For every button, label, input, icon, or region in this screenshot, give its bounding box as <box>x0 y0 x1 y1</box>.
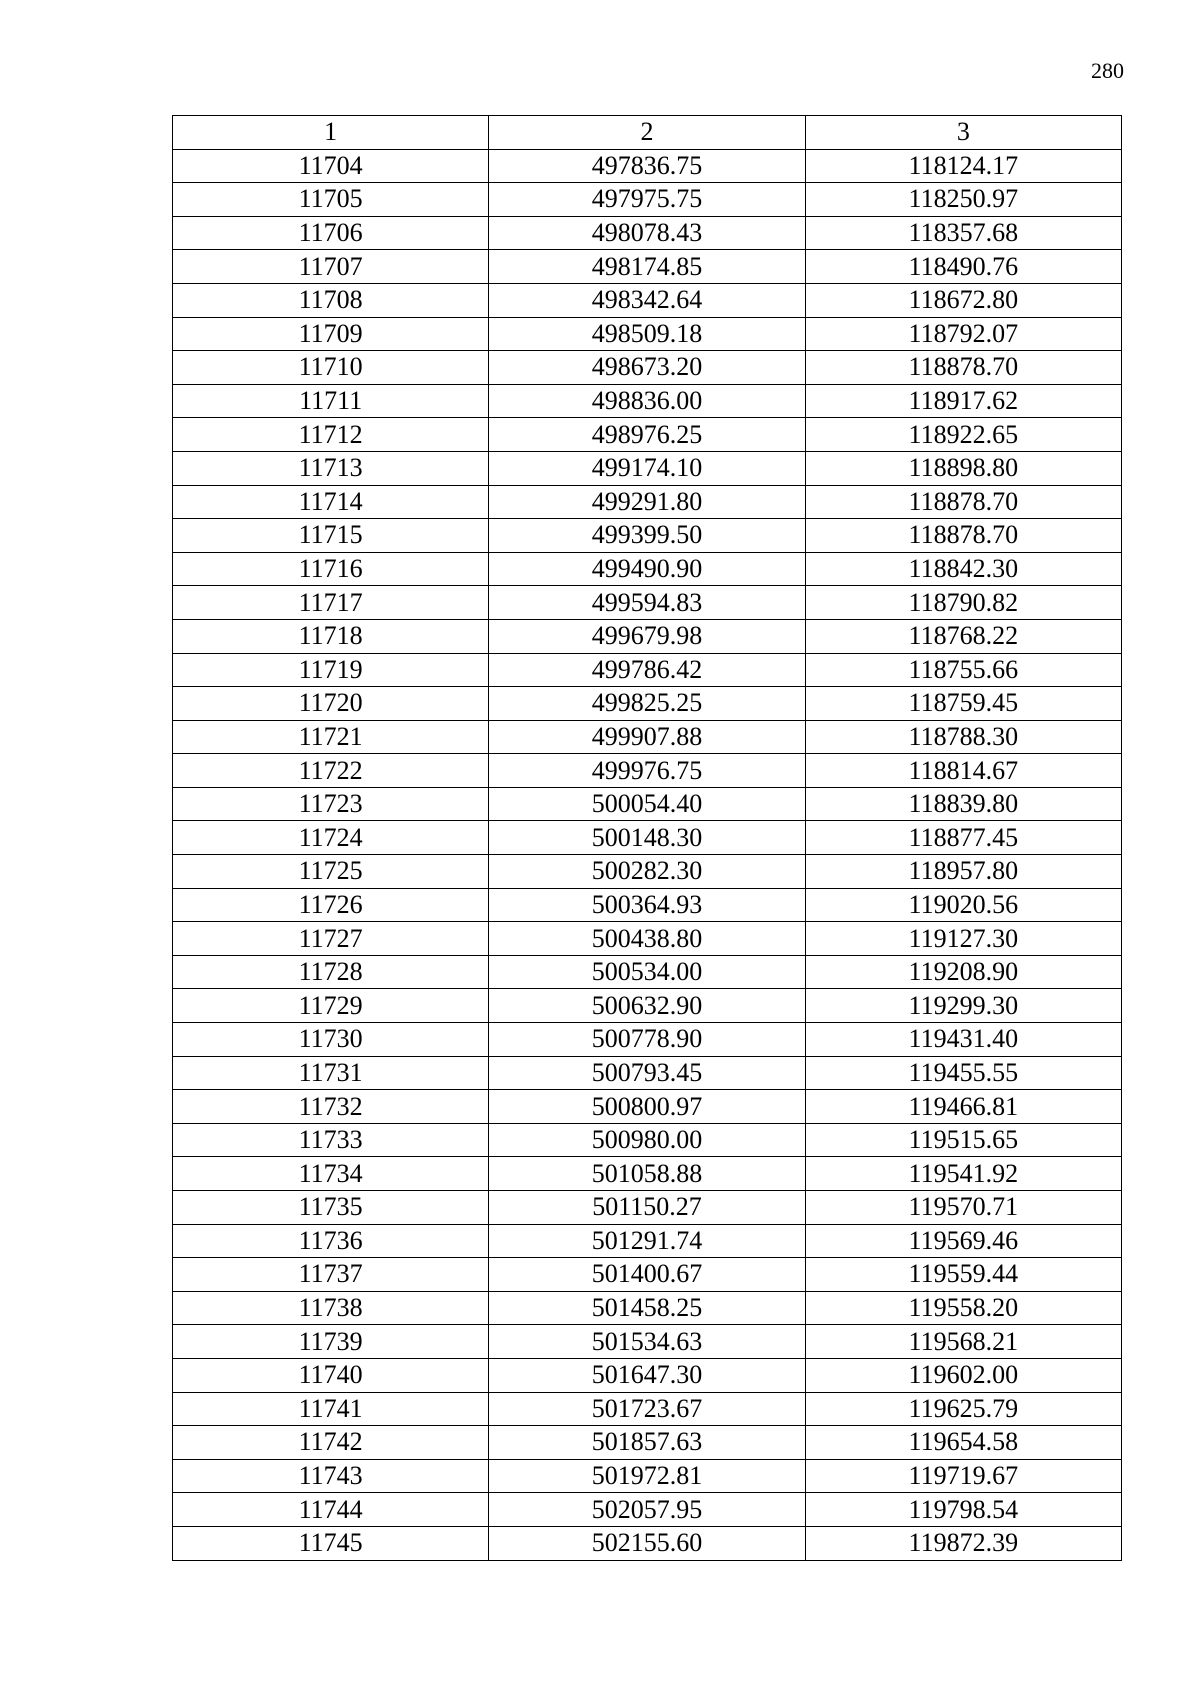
point-number-cell: 11735 <box>173 1191 489 1225</box>
y-coordinate-cell: 118917.62 <box>805 384 1121 418</box>
point-number-cell: 11744 <box>173 1493 489 1527</box>
point-number-cell: 11714 <box>173 485 489 519</box>
y-coordinate-cell: 119602.00 <box>805 1358 1121 1392</box>
x-coordinate-cell: 500438.80 <box>489 922 805 956</box>
y-coordinate-cell: 119431.40 <box>805 1023 1121 1057</box>
y-coordinate-cell: 118490.76 <box>805 250 1121 284</box>
x-coordinate-cell: 501647.30 <box>489 1358 805 1392</box>
x-coordinate-cell: 500793.45 <box>489 1056 805 1090</box>
y-coordinate-cell: 118878.70 <box>805 485 1121 519</box>
table-row <box>173 586 1122 620</box>
point-number-cell: 11719 <box>173 653 489 687</box>
y-coordinate-cell: 118755.66 <box>805 653 1121 687</box>
point-number-cell: 11730 <box>173 1023 489 1057</box>
table-row <box>173 418 1122 452</box>
point-number-cell: 11713 <box>173 451 489 485</box>
table-row <box>173 485 1122 519</box>
point-number-cell: 11739 <box>173 1325 489 1359</box>
point-number-cell: 11738 <box>173 1291 489 1325</box>
y-coordinate-cell: 119455.55 <box>805 1056 1121 1090</box>
point-number-cell: 11707 <box>173 250 489 284</box>
table-row <box>173 1123 1122 1157</box>
point-number-cell: 11737 <box>173 1258 489 1292</box>
point-number-cell: 11745 <box>173 1526 489 1560</box>
x-coordinate-cell: 501458.25 <box>489 1291 805 1325</box>
y-coordinate-cell: 119515.65 <box>805 1123 1121 1157</box>
y-coordinate-cell: 118792.07 <box>805 317 1121 351</box>
table-row <box>173 183 1122 217</box>
point-number-cell: 11731 <box>173 1056 489 1090</box>
table-row <box>173 451 1122 485</box>
x-coordinate-cell: 499399.50 <box>489 519 805 553</box>
x-coordinate-cell: 498836.00 <box>489 384 805 418</box>
y-coordinate-cell: 118759.45 <box>805 687 1121 721</box>
y-coordinate-cell: 119208.90 <box>805 955 1121 989</box>
y-coordinate-cell: 118814.67 <box>805 754 1121 788</box>
point-number-cell: 11721 <box>173 720 489 754</box>
table-row <box>173 855 1122 889</box>
x-coordinate-cell: 499490.90 <box>489 552 805 586</box>
table-row <box>173 1493 1122 1527</box>
point-number-cell: 11742 <box>173 1426 489 1460</box>
point-number-cell: 11729 <box>173 989 489 1023</box>
x-coordinate-cell: 500148.30 <box>489 821 805 855</box>
table-row <box>173 384 1122 418</box>
y-coordinate-cell: 118877.45 <box>805 821 1121 855</box>
table-row <box>173 888 1122 922</box>
y-coordinate-cell: 118898.80 <box>805 451 1121 485</box>
coordinates-table <box>172 115 1122 1561</box>
point-number-cell: 11743 <box>173 1459 489 1493</box>
point-number-cell: 11726 <box>173 888 489 922</box>
point-number-cell: 11709 <box>173 317 489 351</box>
point-number-cell: 11704 <box>173 149 489 183</box>
y-coordinate-cell: 119798.54 <box>805 1493 1121 1527</box>
x-coordinate-cell: 501972.81 <box>489 1459 805 1493</box>
y-coordinate-cell: 118878.70 <box>805 351 1121 385</box>
y-coordinate-cell: 118878.70 <box>805 519 1121 553</box>
y-coordinate-cell: 118957.80 <box>805 855 1121 889</box>
table-row <box>173 1526 1122 1560</box>
x-coordinate-cell: 500778.90 <box>489 1023 805 1057</box>
x-coordinate-cell: 501723.67 <box>489 1392 805 1426</box>
table-row <box>173 1090 1122 1124</box>
table-row <box>173 989 1122 1023</box>
table-row <box>173 720 1122 754</box>
point-number-cell: 11705 <box>173 183 489 217</box>
table-row <box>173 1325 1122 1359</box>
table-row <box>173 1426 1122 1460</box>
point-number-cell: 11725 <box>173 855 489 889</box>
x-coordinate-cell: 499679.98 <box>489 619 805 653</box>
x-coordinate-cell: 498078.43 <box>489 216 805 250</box>
x-coordinate-cell: 501150.27 <box>489 1191 805 1225</box>
y-coordinate-cell: 119127.30 <box>805 922 1121 956</box>
y-coordinate-cell: 119020.56 <box>805 888 1121 922</box>
table-row <box>173 1291 1122 1325</box>
point-number-cell: 11734 <box>173 1157 489 1191</box>
x-coordinate-cell: 499907.88 <box>489 720 805 754</box>
x-coordinate-cell: 501291.74 <box>489 1224 805 1258</box>
table-row <box>173 317 1122 351</box>
y-coordinate-cell: 119466.81 <box>805 1090 1121 1124</box>
table-row <box>173 653 1122 687</box>
table-row <box>173 1258 1122 1292</box>
point-number-cell: 11722 <box>173 754 489 788</box>
table-row <box>173 1459 1122 1493</box>
x-coordinate-cell: 498673.20 <box>489 351 805 385</box>
x-coordinate-cell: 501400.67 <box>489 1258 805 1292</box>
y-coordinate-cell: 119569.46 <box>805 1224 1121 1258</box>
table-row <box>173 619 1122 653</box>
x-coordinate-cell: 500364.93 <box>489 888 805 922</box>
column-header: 2 <box>489 116 805 150</box>
point-number-cell: 11727 <box>173 922 489 956</box>
table-body <box>173 149 1122 1560</box>
point-number-cell: 11712 <box>173 418 489 452</box>
x-coordinate-cell: 498342.64 <box>489 283 805 317</box>
x-coordinate-cell: 499174.10 <box>489 451 805 485</box>
table-row <box>173 351 1122 385</box>
column-header: 1 <box>173 116 489 150</box>
table-row <box>173 955 1122 989</box>
point-number-cell: 11718 <box>173 619 489 653</box>
x-coordinate-cell: 498174.85 <box>489 250 805 284</box>
point-number-cell: 11708 <box>173 283 489 317</box>
table-row <box>173 250 1122 284</box>
x-coordinate-cell: 498976.25 <box>489 418 805 452</box>
table-row <box>173 149 1122 183</box>
table-row <box>173 1157 1122 1191</box>
y-coordinate-cell: 119872.39 <box>805 1526 1121 1560</box>
y-coordinate-cell: 119654.58 <box>805 1426 1121 1460</box>
y-coordinate-cell: 119558.20 <box>805 1291 1121 1325</box>
table-row <box>173 1191 1122 1225</box>
x-coordinate-cell: 501534.63 <box>489 1325 805 1359</box>
x-coordinate-cell: 502155.60 <box>489 1526 805 1560</box>
y-coordinate-cell: 118357.68 <box>805 216 1121 250</box>
x-coordinate-cell: 499786.42 <box>489 653 805 687</box>
point-number-cell: 11733 <box>173 1123 489 1157</box>
y-coordinate-cell: 118250.97 <box>805 183 1121 217</box>
table-row <box>173 552 1122 586</box>
table-row <box>173 216 1122 250</box>
y-coordinate-cell: 119568.21 <box>805 1325 1121 1359</box>
page-number: 280 <box>1091 58 1124 83</box>
table-row <box>173 821 1122 855</box>
point-number-cell: 11720 <box>173 687 489 721</box>
x-coordinate-cell: 499825.25 <box>489 687 805 721</box>
point-number-cell: 11706 <box>173 216 489 250</box>
table-row <box>173 1224 1122 1258</box>
y-coordinate-cell: 119570.71 <box>805 1191 1121 1225</box>
x-coordinate-cell: 502057.95 <box>489 1493 805 1527</box>
point-number-cell: 11740 <box>173 1358 489 1392</box>
x-coordinate-cell: 500534.00 <box>489 955 805 989</box>
point-number-cell: 11724 <box>173 821 489 855</box>
x-coordinate-cell: 500282.30 <box>489 855 805 889</box>
point-number-cell: 11716 <box>173 552 489 586</box>
table-row <box>173 1358 1122 1392</box>
point-number-cell: 11723 <box>173 787 489 821</box>
table-row <box>173 754 1122 788</box>
point-number-cell: 11710 <box>173 351 489 385</box>
x-coordinate-cell: 500054.40 <box>489 787 805 821</box>
table-row <box>173 787 1122 821</box>
y-coordinate-cell: 118788.30 <box>805 720 1121 754</box>
x-coordinate-cell: 498509.18 <box>489 317 805 351</box>
x-coordinate-cell: 500632.90 <box>489 989 805 1023</box>
point-number-cell: 11728 <box>173 955 489 989</box>
y-coordinate-cell: 119541.92 <box>805 1157 1121 1191</box>
table-row <box>173 1023 1122 1057</box>
x-coordinate-cell: 499291.80 <box>489 485 805 519</box>
point-number-cell: 11715 <box>173 519 489 553</box>
y-coordinate-cell: 118842.30 <box>805 552 1121 586</box>
point-number-cell: 11732 <box>173 1090 489 1124</box>
point-number-cell: 11711 <box>173 384 489 418</box>
point-number-cell: 11717 <box>173 586 489 620</box>
x-coordinate-cell: 499594.83 <box>489 586 805 620</box>
y-coordinate-cell: 118839.80 <box>805 787 1121 821</box>
table-row <box>173 1056 1122 1090</box>
point-number-cell: 11741 <box>173 1392 489 1426</box>
y-coordinate-cell: 119299.30 <box>805 989 1121 1023</box>
table-row <box>173 519 1122 553</box>
x-coordinate-cell: 497975.75 <box>489 183 805 217</box>
y-coordinate-cell: 118124.17 <box>805 149 1121 183</box>
table-row <box>173 283 1122 317</box>
table-header-row <box>173 116 1122 150</box>
y-coordinate-cell: 119719.67 <box>805 1459 1121 1493</box>
y-coordinate-cell: 118922.65 <box>805 418 1121 452</box>
table-row <box>173 687 1122 721</box>
y-coordinate-cell: 118672.80 <box>805 283 1121 317</box>
x-coordinate-cell: 497836.75 <box>489 149 805 183</box>
table-row <box>173 922 1122 956</box>
y-coordinate-cell: 119559.44 <box>805 1258 1121 1292</box>
x-coordinate-cell: 500800.97 <box>489 1090 805 1124</box>
x-coordinate-cell: 501857.63 <box>489 1426 805 1460</box>
y-coordinate-cell: 118790.82 <box>805 586 1121 620</box>
column-header: 3 <box>805 116 1121 150</box>
y-coordinate-cell: 118768.22 <box>805 619 1121 653</box>
x-coordinate-cell: 501058.88 <box>489 1157 805 1191</box>
y-coordinate-cell: 119625.79 <box>805 1392 1121 1426</box>
point-number-cell: 11736 <box>173 1224 489 1258</box>
x-coordinate-cell: 499976.75 <box>489 754 805 788</box>
table-row <box>173 1392 1122 1426</box>
x-coordinate-cell: 500980.00 <box>489 1123 805 1157</box>
